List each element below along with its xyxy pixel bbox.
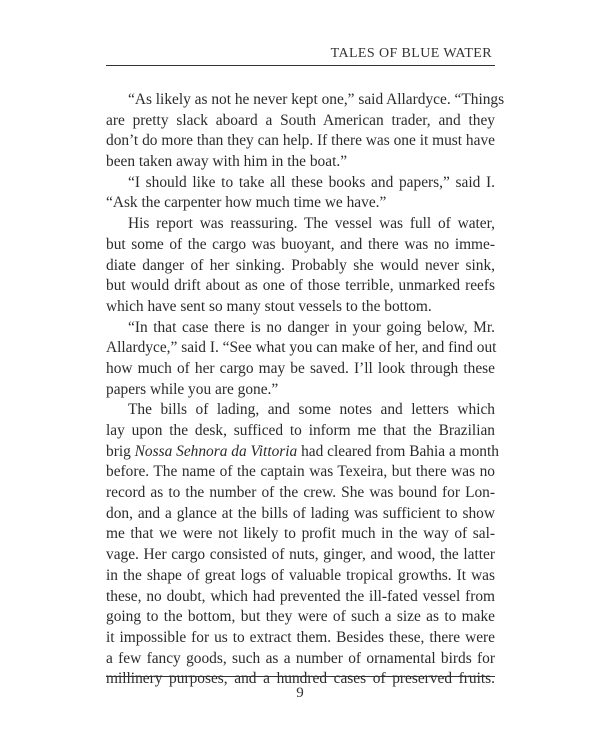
body-text — [106, 90, 505, 690]
footer-rule — [106, 676, 495, 677]
text-line: Allardyce,” said I. “See what you can make of her, and find out — [106, 339, 497, 357]
text-line — [106, 442, 499, 463]
text-line: millinery purposes, and a hundred cases of preserved fruits. — [106, 670, 495, 688]
text-line: diate danger of her sinking. Probably she would never sink, — [106, 256, 495, 274]
text-line: but some of the cargo was buoyant, and there was no imme- — [106, 235, 495, 253]
text-line: papers while you are gone.” — [106, 380, 279, 398]
text-fragment: brig — [106, 442, 135, 460]
text-line: are pretty slack aboard a South American trader, and they — [106, 111, 495, 129]
text-line: “In that case there is no danger in your going below, Mr. — [128, 318, 495, 336]
text-line: lay upon the desk, sufficed to inform me that the Brazilian — [106, 422, 495, 439]
text-line: His report was reassuring. The vessel was full of water, — [128, 215, 495, 233]
text-line: in the shape of great logs of valuable tropical growths. It was — [106, 566, 495, 584]
text-line: before. The name of the captain was Texeira, but there was no — [106, 463, 495, 481]
text-line: it impossible for us to extract them. Besides these, there were — [106, 628, 495, 646]
text-line: “Ask the carpenter how much time we have.” — [106, 194, 387, 212]
text-line: “I should like to take all these books and papers,” said I. — [128, 173, 495, 191]
text-line: don, and a glance at the bills of lading was sufficient to show — [106, 504, 495, 522]
text-line: don’t do more than they can help. If there was one it must have — [106, 132, 495, 150]
ship-name: Nossa Sehnora da Vittoria — [134, 442, 298, 460]
text-line: The bills of lading, and some notes and letters which — [128, 401, 495, 419]
text-line: how much of her cargo may be saved. I’ll look through these — [106, 359, 495, 377]
text-line: going to the bottom, but they were of such a size as to make — [106, 608, 495, 626]
text-fragment: had cleared from Bahia a month — [297, 442, 499, 460]
text-line: been taken away with him in the boat.” — [106, 153, 348, 171]
text-line: me that we were not likely to profit much in the way of sal- — [106, 525, 495, 543]
text-line: these, no doubt, which had prevented the ill-fated vessel from — [106, 587, 495, 605]
text-line: which have sent so many stout vessels to the bottom. — [106, 297, 432, 315]
text-line: “As likely as not he never kept one,” said Allardyce. “Things — [128, 91, 505, 108]
text-line: record as to the number of the crew. She was bound for Lon- — [106, 484, 495, 502]
text-line: a few fancy goods, such as a number of ornamental birds for — [106, 649, 495, 667]
header-rule — [106, 65, 495, 66]
text-line: but would drift about as one of those terrible, unmarked reefs — [106, 277, 495, 295]
page-number: 9 — [296, 685, 304, 701]
text-line: vage. Her cargo consisted of nuts, ginger, and wood, the latter — [106, 546, 495, 564]
running-head: TALES OF BLUE WATER — [330, 46, 492, 61]
